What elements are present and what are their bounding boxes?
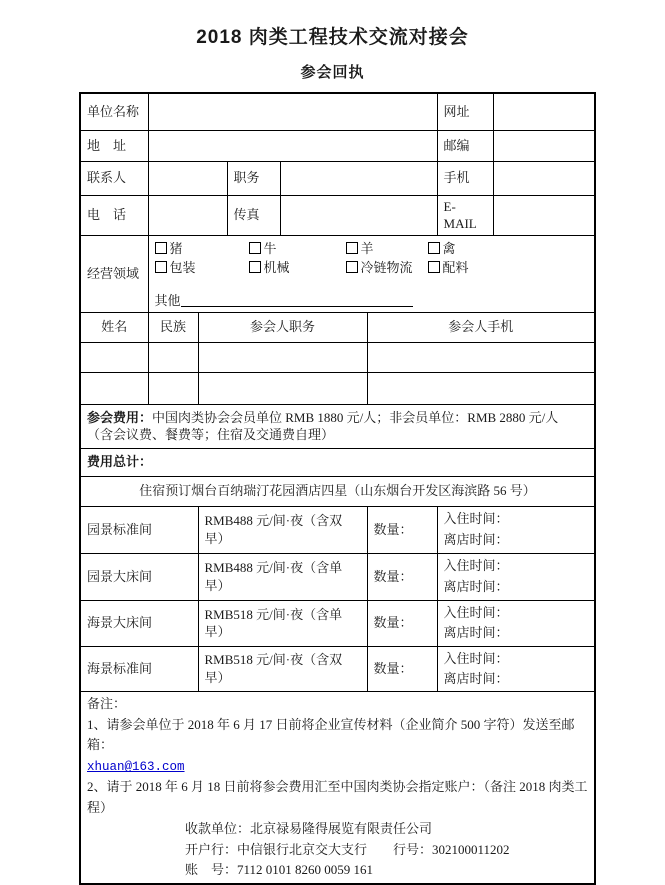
room-name: 海景标准间 (80, 646, 198, 691)
quantity-label: 数量： (373, 615, 413, 631)
checkin-label: 入住时间： (443, 511, 509, 527)
quantity-label: 数量： (373, 660, 413, 676)
room-price: RMB518 元/间·夜（含双早） (198, 646, 367, 691)
checkbox-icon[interactable] (346, 261, 358, 273)
attendee-position-header: 参会人职务 (198, 312, 367, 342)
mobile-label: 手机 (437, 161, 493, 195)
notes-item-2: 2、请于 2018 年 6 月 18 日前将参会费用汇至中国肉类协会指定账户：（备注 2018 肉类工程） (87, 779, 588, 816)
checkbox-icon[interactable] (249, 261, 261, 273)
checkin-label: 入住时间： (443, 558, 509, 574)
room-quantity-cell[interactable] (367, 553, 437, 600)
unit-name-label: 单位名称 (80, 93, 148, 130)
hotel-room-row (80, 646, 595, 691)
notes-item-1: 1、请参会单位于 2018 年 6 月 17 日前将企业宣传材料（企业简介 500 字符）发送至邮箱： (87, 716, 575, 753)
attendee-mobile-header: 参会人手机 (367, 312, 595, 342)
bank-code: 行号：302100011202 (393, 841, 510, 857)
business-field-label: 经营领域 (80, 235, 148, 312)
room-time-cell[interactable] (437, 506, 595, 553)
quantity-label: 数量： (373, 568, 413, 584)
checkbox-icon[interactable] (346, 242, 358, 254)
checkout-label: 离店时间： (443, 670, 509, 686)
room-time-cell[interactable] (437, 646, 595, 691)
fee-note: （含会议费、餐费等；住宿及交通费自理） (87, 427, 335, 443)
attendee-row (80, 342, 595, 372)
phone-label: 电 话 (80, 195, 148, 235)
attendee-position-input[interactable] (198, 372, 367, 404)
checkout-label: 离店时间： (443, 531, 509, 547)
mobile-input[interactable] (493, 161, 595, 195)
address-label: 地 址 (80, 130, 148, 161)
position-input[interactable] (280, 161, 437, 195)
position-label: 职务 (227, 161, 280, 195)
other-label: 其他 (154, 292, 181, 308)
room-name: 园景大床间 (80, 553, 198, 600)
payee-line: 收款单位：北京禄易隆得展览有限责任公司 (185, 820, 433, 836)
room-price: RMB518 元/间·夜（含单早） (198, 600, 367, 646)
registration-form-table (79, 92, 596, 885)
website-label: 网址 (437, 93, 493, 130)
checkbox-icon[interactable] (155, 242, 167, 254)
attendee-position-input[interactable] (198, 342, 367, 372)
room-time-cell[interactable] (437, 553, 595, 600)
account-line: 账 号：7112 0101 8260 0059 161 (185, 862, 374, 878)
total-fee-cell (80, 448, 595, 476)
attendee-name-input[interactable] (80, 342, 148, 372)
zip-input[interactable] (493, 130, 595, 161)
attendee-mobile-input[interactable] (367, 372, 595, 404)
fee-label: 参会费用： (87, 409, 153, 425)
checkbox-option-ingredients[interactable]: 配料 (428, 259, 589, 277)
hotel-room-row (80, 600, 595, 646)
email-label: E-MAIL (437, 195, 493, 235)
room-price: RMB488 元/间·夜（含单早） (198, 553, 367, 600)
room-price: RMB488 元/间·夜（含双早） (198, 506, 367, 553)
hotel-room-row (80, 506, 595, 553)
room-name: 园景标准间 (80, 506, 198, 553)
zip-label: 邮编 (437, 130, 493, 161)
email-input[interactable] (493, 195, 595, 235)
notes-title: 备注： (87, 695, 127, 711)
fax-label: 传真 (227, 195, 280, 235)
website-input[interactable] (493, 93, 595, 130)
checkbox-option-machinery[interactable]: 机械 (249, 259, 346, 277)
attendee-mobile-input[interactable] (367, 342, 595, 372)
contact-label: 联系人 (80, 161, 148, 195)
business-field-options (148, 235, 595, 312)
checkin-label: 入住时间： (443, 650, 509, 666)
fee-text: 中国肉类协会会员单位 RMB 1880 元/人；非会员单位：RMB 2880 元/人 (152, 409, 559, 425)
attendee-name-header: 姓名 (80, 312, 148, 342)
hotel-header: 住宿预订烟台百纳瑞汀花园酒店四星（山东烟台开发区海滨路 56 号） (80, 476, 595, 506)
checkin-label: 入住时间： (443, 604, 509, 620)
checkbox-option-sheep[interactable]: 羊 (346, 240, 428, 258)
checkbox-icon[interactable] (428, 261, 440, 273)
quantity-label: 数量： (373, 521, 413, 537)
room-name: 海景大床间 (80, 600, 198, 646)
checkbox-option-poultry[interactable]: 禽 (428, 240, 589, 258)
attendee-name-input[interactable] (80, 372, 148, 404)
room-time-cell[interactable] (437, 600, 595, 646)
checkout-label: 离店时间： (443, 625, 509, 641)
page-title: 2018 肉类工程技术交流对接会 (196, 27, 469, 48)
hotel-room-row (80, 553, 595, 600)
checkbox-option-packaging[interactable]: 包装 (155, 259, 249, 277)
checkbox-option-cattle[interactable]: 牛 (249, 240, 346, 258)
page-subtitle: 参会回执 (300, 64, 365, 81)
address-input[interactable] (148, 130, 437, 161)
attendee-ethnicity-header: 民族 (148, 312, 198, 342)
checkout-label: 离店时间： (443, 578, 509, 594)
notes-cell (80, 691, 595, 884)
checkbox-icon[interactable] (155, 261, 167, 273)
unit-name-input[interactable] (148, 93, 437, 130)
room-quantity-cell[interactable] (367, 600, 437, 646)
room-quantity-cell[interactable] (367, 646, 437, 691)
total-fee-label: 费用总计： (87, 454, 153, 470)
fee-info-cell (80, 404, 595, 448)
room-quantity-cell[interactable] (367, 506, 437, 553)
other-input[interactable] (181, 294, 413, 307)
attendee-row (80, 372, 595, 404)
checkbox-option-pig[interactable]: 猪 (155, 240, 249, 258)
contact-input[interactable] (148, 161, 227, 195)
fax-input[interactable] (280, 195, 437, 235)
checkbox-icon[interactable] (428, 242, 440, 254)
attendee-ethnicity-input[interactable] (148, 342, 198, 372)
attendee-ethnicity-input[interactable] (148, 372, 198, 404)
email-link[interactable]: xhuan@163.com (87, 760, 185, 775)
checkbox-option-cold-chain[interactable]: 冷链物流 (346, 259, 428, 277)
bank-name: 开户行：中信银行北京交大支行 (185, 841, 368, 857)
bank-line (87, 840, 588, 861)
checkbox-icon[interactable] (249, 242, 261, 254)
phone-input[interactable] (148, 195, 227, 235)
